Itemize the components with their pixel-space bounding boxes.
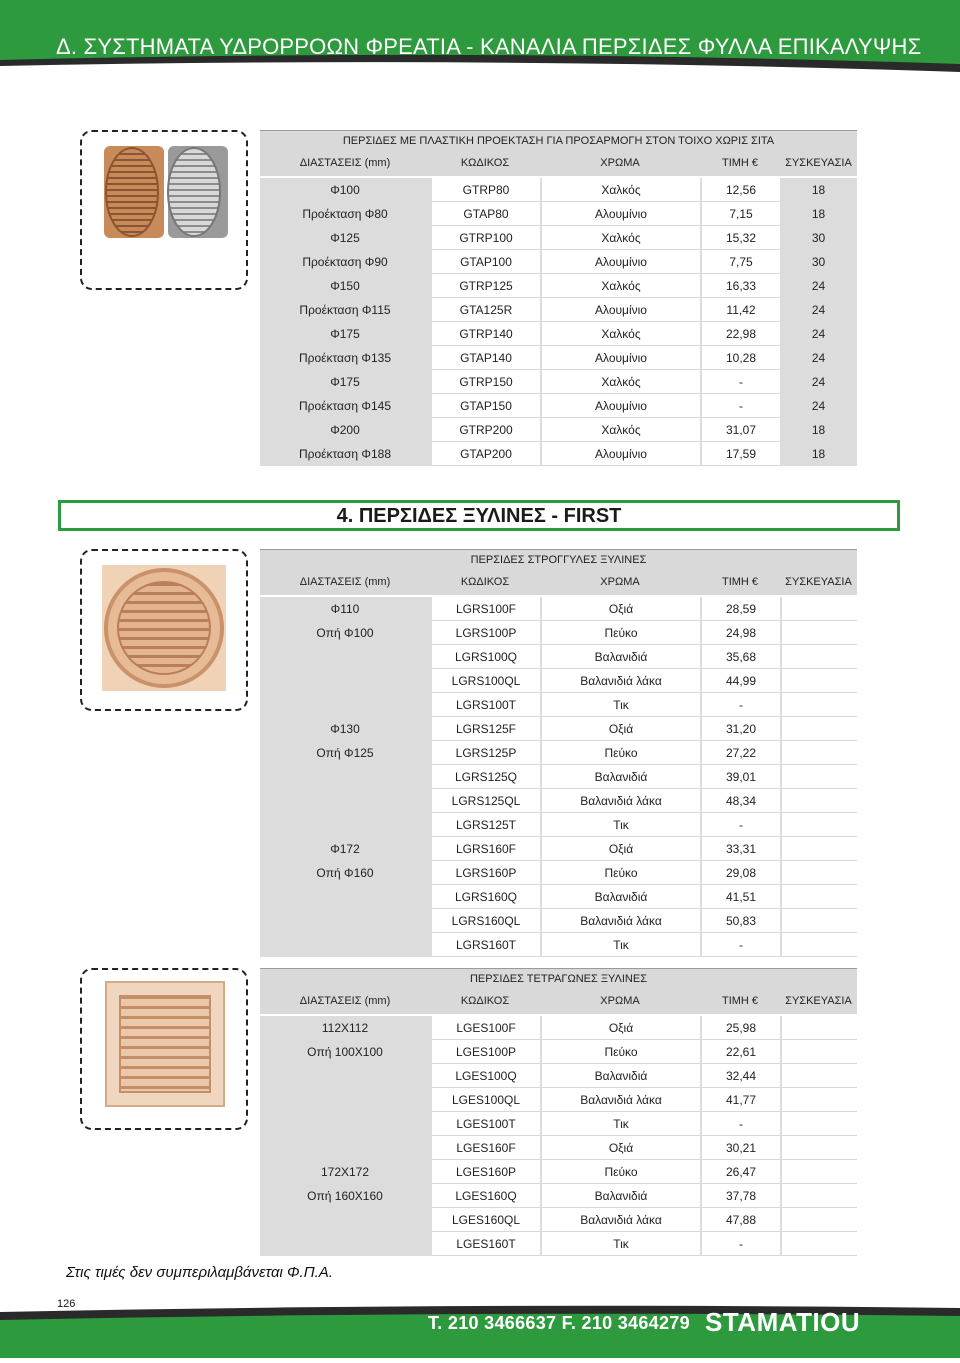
- cell-code: GTRP125: [430, 274, 540, 298]
- footer-contact: T. 210 3466637 F. 210 3464279: [428, 1313, 690, 1333]
- cell-color: Οξιά: [540, 597, 700, 621]
- cell-packaging: [780, 861, 857, 885]
- cell-dimensions: [260, 1064, 430, 1088]
- cell-color: Χαλκός: [540, 226, 700, 250]
- table-row: [260, 394, 857, 418]
- cell-dimensions: [260, 1208, 430, 1232]
- cell-dimensions: [260, 933, 430, 957]
- page-title: Δ. ΣΥΣΤΗΜΑΤΑ ΥΔΡΟΡΡΟΩΝ ΦΡΕΑΤΙΑ - ΚΑΝΑΛΙΑ ΠΕΡΣΙΔΕΣ ΦΥΛΛΑ ΕΠΙΚΑΛΥΨΗΣ: [56, 34, 922, 59]
- cell-packaging: 24: [811, 279, 826, 293]
- cell-code: LGRS125QL: [430, 789, 540, 813]
- cell-price: 27,22: [700, 741, 780, 765]
- column-header-price: ΤΙΜΗ €: [721, 576, 759, 588]
- cell-color: Χαλκός: [540, 418, 700, 442]
- extension-grilles-table: [260, 130, 857, 466]
- cell-color: Οξιά: [540, 1136, 700, 1160]
- table-row: [260, 178, 857, 202]
- cell-price: 44,99: [700, 669, 780, 693]
- table-row: [260, 765, 857, 789]
- cell-code: LGES160T: [430, 1232, 540, 1256]
- table-title: ΠΕΡΣΙΔΕΣ ΣΤΡΟΓΓΥΛΕΣ ΞΥΛΙΝΕΣ: [260, 549, 857, 571]
- cell-code: LGES100Q: [430, 1064, 540, 1088]
- vat-note: Στις τιμές δεν συμπεριλαμβάνεται Φ.Π.Α.: [66, 1264, 333, 1281]
- column-header-color: ΧΡΩΜΑ: [600, 995, 640, 1007]
- cell-packaging: [780, 1208, 857, 1232]
- cell-code: LGRS160F: [430, 837, 540, 861]
- cell-code: LGRS100QL: [430, 669, 540, 693]
- table-header-row: [260, 571, 857, 597]
- table-row: [260, 370, 857, 394]
- cell-dimensions: [260, 765, 430, 789]
- cell-code: GTAP140: [430, 346, 540, 370]
- cell-packaging: [780, 741, 857, 765]
- cell-color: Οξιά: [540, 837, 700, 861]
- cell-color: Βαλανιδιά: [540, 885, 700, 909]
- cell-price: 37,78: [700, 1184, 780, 1208]
- cell-color: Βαλανιδιά: [540, 645, 700, 669]
- cell-color: Βαλανιδιά: [540, 1184, 700, 1208]
- cell-packaging: [780, 669, 857, 693]
- column-header-packaging: ΣΥΣΚΕΥΑΣΙΑ: [785, 995, 852, 1007]
- cell-code: LGES160P: [430, 1160, 540, 1184]
- cell-code: LGRS100P: [430, 621, 540, 645]
- section-heading: 4. ΠΕΡΣΙΔΕΣ ΞΥΛΙΝΕΣ - FIRST: [58, 500, 900, 531]
- cell-packaging: [780, 693, 857, 717]
- cell-packaging: [780, 765, 857, 789]
- cell-color: Βαλανιδιά λάκα: [540, 1088, 700, 1112]
- cell-color: Αλουμίνιο: [540, 442, 700, 466]
- page-number: 126: [57, 1298, 76, 1310]
- cell-price: 48,34: [700, 789, 780, 813]
- table-row: [260, 1112, 857, 1136]
- cell-price: 17,59: [700, 442, 780, 466]
- cell-code: LGES100F: [430, 1016, 540, 1040]
- cell-dimensions: Προέκταση Φ135: [298, 351, 392, 365]
- table-row: [260, 837, 857, 861]
- cell-color: Αλουμίνιο: [540, 298, 700, 322]
- cell-dimensions: Προέκταση Φ90: [302, 255, 388, 269]
- cell-price: -: [700, 370, 780, 394]
- cell-dimensions: Προέκταση Φ145: [298, 399, 392, 413]
- cell-packaging: [780, 933, 857, 957]
- cell-color: Πεύκο: [540, 621, 700, 645]
- cell-code: GTRP140: [430, 322, 540, 346]
- cell-dimensions: Προέκταση Φ188: [298, 447, 392, 461]
- cell-color: Χαλκός: [540, 274, 700, 298]
- cell-dimensions: [260, 813, 430, 837]
- cell-dimensions: Οπή 100X100: [307, 1045, 383, 1059]
- cell-packaging: 24: [811, 327, 826, 341]
- table-row: [260, 597, 857, 621]
- table-row: [260, 669, 857, 693]
- column-header-color: ΧΡΩΜΑ: [600, 576, 640, 588]
- cell-dimensions: Προέκταση Φ115: [299, 303, 391, 317]
- cell-code: LGES160Q: [430, 1184, 540, 1208]
- cell-code: GTAP100: [430, 250, 540, 274]
- table-row: [260, 933, 857, 957]
- cell-dimensions: [260, 693, 430, 717]
- header-banner: [0, 0, 960, 78]
- cell-color: Οξιά: [540, 1016, 700, 1040]
- column-header-dimensions: ΔΙΑΣΤΑΣΕΙΣ (mm): [299, 157, 391, 169]
- cell-dimensions: [260, 789, 430, 813]
- cell-color: Βαλανιδιά λάκα: [540, 669, 700, 693]
- cell-code: LGRS160T: [430, 933, 540, 957]
- table-row: [260, 1184, 857, 1208]
- cell-packaging: [780, 1040, 857, 1064]
- cell-price: 41,77: [700, 1088, 780, 1112]
- cell-packaging: [780, 1016, 857, 1040]
- cell-packaging: [780, 813, 857, 837]
- cell-price: -: [700, 394, 780, 418]
- cell-code: LGRS100F: [430, 597, 540, 621]
- table-row: [260, 274, 857, 298]
- column-header-packaging: ΣΥΣΚΕΥΑΣΙΑ: [785, 576, 852, 588]
- cell-dimensions: Φ110: [330, 602, 360, 616]
- cell-code: LGRS160P: [430, 861, 540, 885]
- cell-price: 29,08: [700, 861, 780, 885]
- cell-packaging: 18: [811, 183, 826, 197]
- cell-code: LGRS160Q: [430, 885, 540, 909]
- cell-code: LGRS125T: [430, 813, 540, 837]
- product-image-frame-3: [80, 968, 248, 1130]
- cell-packaging: [780, 885, 857, 909]
- table-row: [260, 442, 857, 466]
- table-row: [260, 813, 857, 837]
- table-header-row: [260, 152, 857, 178]
- cell-dimensions: Φ130: [330, 722, 360, 736]
- cell-price: 41,51: [700, 885, 780, 909]
- cell-dimensions: Φ200: [330, 423, 360, 437]
- cell-dimensions: [260, 1232, 430, 1256]
- cell-price: 22,98: [700, 322, 780, 346]
- round-wooden-grille-image: [82, 551, 246, 709]
- cell-color: Αλουμίνιο: [540, 250, 700, 274]
- table-row: [260, 202, 857, 226]
- column-header-code: ΚΩΔΙΚΟΣ: [460, 157, 510, 169]
- cell-price: 26,47: [700, 1160, 780, 1184]
- table-body: [260, 1016, 857, 1256]
- column-header-color: ΧΡΩΜΑ: [600, 157, 640, 169]
- column-header-packaging: ΣΥΣΚΕΥΑΣΙΑ: [785, 157, 852, 169]
- cell-packaging: [780, 1160, 857, 1184]
- square-wooden-grilles-table: [260, 968, 857, 1256]
- table-header-row: [260, 990, 857, 1016]
- cell-packaging: 18: [811, 447, 826, 461]
- cell-packaging: [780, 597, 857, 621]
- cell-packaging: 30: [811, 255, 826, 269]
- cell-code: LGES100QL: [430, 1088, 540, 1112]
- cell-dimensions: Φ175: [330, 327, 360, 341]
- product-image-frame-2: [80, 549, 248, 711]
- cell-price: 50,83: [700, 909, 780, 933]
- table-row: [260, 346, 857, 370]
- cell-dimensions: Φ172: [330, 842, 360, 856]
- column-header-price: ΤΙΜΗ €: [721, 157, 759, 169]
- cell-packaging: [780, 645, 857, 669]
- cell-dimensions: Οπή Φ100: [316, 626, 374, 640]
- cell-packaging: 24: [811, 303, 826, 317]
- cell-price: 30,21: [700, 1136, 780, 1160]
- cell-color: Βαλανιδιά λάκα: [540, 1208, 700, 1232]
- cell-color: Χαλκός: [540, 178, 700, 202]
- cell-packaging: [780, 621, 857, 645]
- cell-dimensions: [260, 1136, 430, 1160]
- cell-price: 15,32: [700, 226, 780, 250]
- cell-dimensions: Φ150: [330, 279, 360, 293]
- cell-dimensions: 172X172: [320, 1165, 370, 1179]
- cell-dimensions: [260, 909, 430, 933]
- cell-price: 32,44: [700, 1064, 780, 1088]
- cell-dimensions: Οπή 160X160: [307, 1189, 383, 1203]
- cell-packaging: 24: [811, 399, 826, 413]
- cell-price: -: [700, 933, 780, 957]
- cell-price: 7,15: [700, 202, 780, 226]
- cell-code: LGRS100Q: [430, 645, 540, 669]
- product-image-frame-1: [80, 130, 248, 290]
- cell-code: GTAP150: [430, 394, 540, 418]
- table-title: ΠΕΡΣΙΔΕΣ ΤΕΤΡΑΓΩΝΕΣ ΞΥΛΙΝΕΣ: [260, 968, 857, 990]
- cell-code: GTRP150: [430, 370, 540, 394]
- table-row: [260, 418, 857, 442]
- cell-price: 47,88: [700, 1208, 780, 1232]
- cell-color: Αλουμίνιο: [540, 202, 700, 226]
- square-wooden-grille-image: [82, 970, 246, 1128]
- cell-packaging: 18: [811, 423, 826, 437]
- cell-color: Πεύκο: [540, 1160, 700, 1184]
- table-row: [260, 1040, 857, 1064]
- cell-color: Βαλανιδιά: [540, 765, 700, 789]
- cell-packaging: [780, 789, 857, 813]
- cell-color: Πεύκο: [540, 1040, 700, 1064]
- cell-packaging: 24: [811, 351, 826, 365]
- cell-code: GTRP80: [430, 178, 540, 202]
- cell-packaging: [780, 1232, 857, 1256]
- brand-logo-text: STAMATIOU: [705, 1307, 861, 1337]
- cell-code: LGRS125Q: [430, 765, 540, 789]
- cell-code: LGRS125P: [430, 741, 540, 765]
- table-row: [260, 250, 857, 274]
- cell-packaging: 30: [811, 231, 826, 245]
- cell-packaging: [780, 717, 857, 741]
- cell-packaging: [780, 909, 857, 933]
- cell-dimensions: Οπή Φ125: [316, 746, 374, 760]
- table-row: [260, 1016, 857, 1040]
- cell-price: 28,59: [700, 597, 780, 621]
- cell-color: Πεύκο: [540, 741, 700, 765]
- cell-packaging: 24: [811, 375, 826, 389]
- cell-dimensions: Προέκταση Φ80: [302, 207, 388, 221]
- cell-dimensions: Φ100: [330, 183, 360, 197]
- table-row: [260, 1136, 857, 1160]
- cell-dimensions: [260, 1088, 430, 1112]
- cell-color: Τικ: [540, 813, 700, 837]
- cell-price: 25,98: [700, 1016, 780, 1040]
- cell-code: GTAP80: [430, 202, 540, 226]
- cell-color: Τικ: [540, 1232, 700, 1256]
- cell-dimensions: [260, 1112, 430, 1136]
- table-row: [260, 693, 857, 717]
- cell-packaging: [780, 837, 857, 861]
- table-row: [260, 298, 857, 322]
- column-header-dimensions: ΔΙΑΣΤΑΣΕΙΣ (mm): [299, 995, 391, 1007]
- cell-dimensions: Οπή Φ160: [316, 866, 374, 880]
- table-row: [260, 717, 857, 741]
- table-row: [260, 1064, 857, 1088]
- cell-code: LGES100P: [430, 1040, 540, 1064]
- table-row: [260, 645, 857, 669]
- cell-price: 7,75: [700, 250, 780, 274]
- cell-code: GTA125R: [430, 298, 540, 322]
- cell-dimensions: [260, 645, 430, 669]
- cell-packaging: [780, 1184, 857, 1208]
- table-row: [260, 741, 857, 765]
- cell-color: Τικ: [540, 933, 700, 957]
- cell-color: Χαλκός: [540, 370, 700, 394]
- cell-price: -: [700, 1112, 780, 1136]
- table-row: [260, 909, 857, 933]
- cell-code: GTAP200: [430, 442, 540, 466]
- cell-dimensions: [260, 669, 430, 693]
- cell-price: -: [700, 693, 780, 717]
- cell-code: LGES160QL: [430, 1208, 540, 1232]
- cell-dimensions: Φ175: [330, 375, 360, 389]
- cell-color: Βαλανιδιά λάκα: [540, 909, 700, 933]
- table-row: [260, 1232, 857, 1256]
- column-header-price: ΤΙΜΗ €: [721, 995, 759, 1007]
- column-header-code: ΚΩΔΙΚΟΣ: [460, 576, 510, 588]
- cell-color: Οξιά: [540, 717, 700, 741]
- cell-packaging: 18: [811, 207, 826, 221]
- cell-price: 24,98: [700, 621, 780, 645]
- cell-dimensions: 112X112: [321, 1021, 369, 1035]
- table-row: [260, 885, 857, 909]
- table-row: [260, 621, 857, 645]
- table-row: [260, 1208, 857, 1232]
- cell-packaging: [780, 1064, 857, 1088]
- table-row: [260, 226, 857, 250]
- cell-packaging: [780, 1112, 857, 1136]
- cell-color: Τικ: [540, 1112, 700, 1136]
- cell-price: 31,07: [700, 418, 780, 442]
- cell-packaging: [780, 1136, 857, 1160]
- cell-color: Βαλανιδιά: [540, 1064, 700, 1088]
- cell-price: 35,68: [700, 645, 780, 669]
- round-wooden-grilles-table: [260, 549, 857, 957]
- column-header-code: ΚΩΔΙΚΟΣ: [460, 995, 510, 1007]
- cell-packaging: [780, 1088, 857, 1112]
- cell-color: Βαλανιδιά λάκα: [540, 789, 700, 813]
- table-row: [260, 861, 857, 885]
- cell-code: GTRP200: [430, 418, 540, 442]
- cell-code: GTRP100: [430, 226, 540, 250]
- cell-price: 10,28: [700, 346, 780, 370]
- cell-dimensions: [260, 885, 430, 909]
- cell-price: 12,56: [700, 178, 780, 202]
- cell-code: LGRS100T: [430, 693, 540, 717]
- table-row: [260, 1088, 857, 1112]
- cell-price: 22,61: [700, 1040, 780, 1064]
- cell-code: LGES100T: [430, 1112, 540, 1136]
- column-header-dimensions: ΔΙΑΣΤΑΣΕΙΣ (mm): [299, 576, 391, 588]
- table-row: [260, 322, 857, 346]
- cell-code: LGRS125F: [430, 717, 540, 741]
- table-body: [260, 178, 857, 466]
- cell-dimensions: Φ125: [330, 231, 360, 245]
- table-body: [260, 597, 857, 957]
- table-title: ΠΕΡΣΙΔΕΣ ΜΕ ΠΛΑΣΤΙΚΗ ΠΡΟΕΚΤΑΣΗ ΓΙΑ ΠΡΟΣΑΡΜΟΓΗ ΣΤΟΝ ΤΟΙΧΟ ΧΩΡΙΣ ΣΙΤΑ: [260, 130, 857, 152]
- cell-color: Αλουμίνιο: [540, 394, 700, 418]
- cell-price: -: [700, 813, 780, 837]
- cell-price: -: [700, 1232, 780, 1256]
- table-row: [260, 1160, 857, 1184]
- cell-price: 39,01: [700, 765, 780, 789]
- cell-color: Πεύκο: [540, 861, 700, 885]
- cell-price: 33,31: [700, 837, 780, 861]
- cell-color: Χαλκός: [540, 322, 700, 346]
- cell-code: LGES160F: [430, 1136, 540, 1160]
- cell-price: 16,33: [700, 274, 780, 298]
- cell-price: 11,42: [700, 298, 780, 322]
- plastic-extension-grilles-image: [82, 132, 246, 288]
- cell-color: Αλουμίνιο: [540, 346, 700, 370]
- cell-color: Τικ: [540, 693, 700, 717]
- table-row: [260, 789, 857, 813]
- cell-code: LGRS160QL: [430, 909, 540, 933]
- cell-price: 31,20: [700, 717, 780, 741]
